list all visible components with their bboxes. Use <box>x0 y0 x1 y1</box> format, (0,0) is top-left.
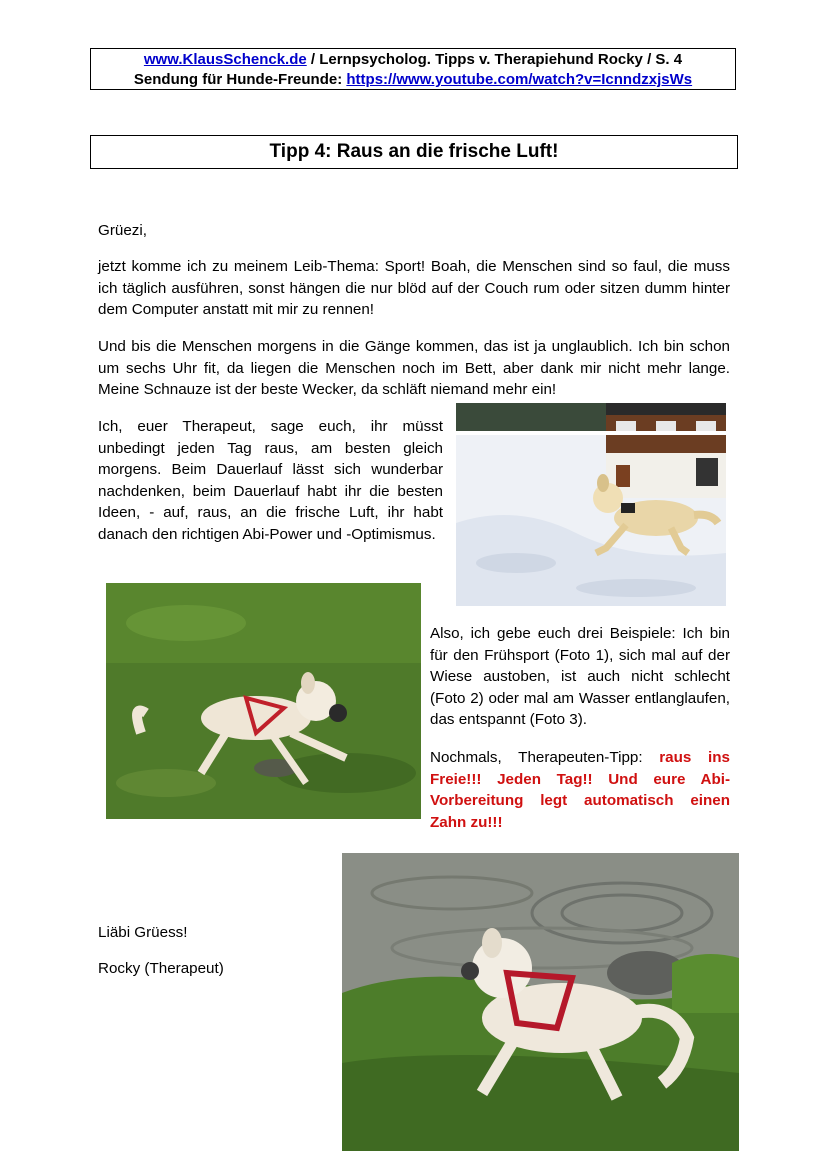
therapist-tip: raus ins Freie!!! Jeden Tag!! Und eure Abi-Vorbereitung legt automatisch einen Zahn zu!!! <box>430 749 730 831</box>
page-title: Tipp 4: Raus an die frische Luft! <box>90 135 738 169</box>
header-line-2 <box>91 70 735 90</box>
paragraph-5-text: Nochmals, Therapeuten-Tipp: <box>430 749 660 766</box>
signature: Rocky (Therapeut) <box>98 960 224 977</box>
photo-dog-meadow <box>106 583 421 819</box>
photo-dog-water <box>342 853 739 1151</box>
header-line-1-text: / Lernpsycholog. Tipps v. Therapiehund Rocky / S. 4 <box>306 51 683 68</box>
photo-dog-snow <box>456 403 726 606</box>
header-line-2-label: Sendung für Hunde-Freunde: <box>133 71 347 88</box>
closing: Liäbi Grüess! <box>98 924 188 941</box>
paragraph-1: jetzt komme ich zu meinem Leib-Thema: Sport! Boah, die Menschen sind so faul, die muss ich täglich ausführen, sonst hängen die nur blöd auf der Couch rum oder sitzen dumm hinter dem Computer anstatt mit mir zu rennen! <box>98 258 730 318</box>
paragraph-3: Ich, euer Therapeut, sage euch, ihr müsst unbedingt jeden Tag raus, am besten gleich morgens. Beim Dauerlauf lässt sich wunderbar nachdenken, beim Dauerlauf habt ihr die besten Ideen, - auf, raus, an die frische Luft, ihr habt danach den richtigen Abi-Power und -Optimismus. <box>98 418 443 543</box>
youtube-link[interactable]: https://www.youtube.com/watch?v=IcnndzxjsWs <box>346 71 693 88</box>
paragraph-2: Und bis die Menschen morgens in die Gänge kommen, das ist ja unglaublich. Ich bin schon um sechs Uhr fit, da liegen die Menschen noch im Bett, aber dank mir nicht mehr lange. Meine Schnauze ist der beste Wecker, da schläft niemand mehr ein! <box>98 338 730 398</box>
header-line-1 <box>91 50 735 70</box>
paragraph-4: Also, ich gebe euch drei Beispiele: Ich bin für den Frühsport (Foto 1), sich mal auf der Wiese austoben, ist auch nicht schlecht (Foto 2) oder mal am Wasser entlanglaufen, das entspannt (Foto 3). <box>430 625 730 728</box>
page-header <box>90 48 736 90</box>
site-link[interactable]: www.KlausSchenck.de <box>143 51 307 68</box>
greeting: Grüezi, <box>98 222 147 239</box>
paragraph-5 <box>430 747 730 833</box>
